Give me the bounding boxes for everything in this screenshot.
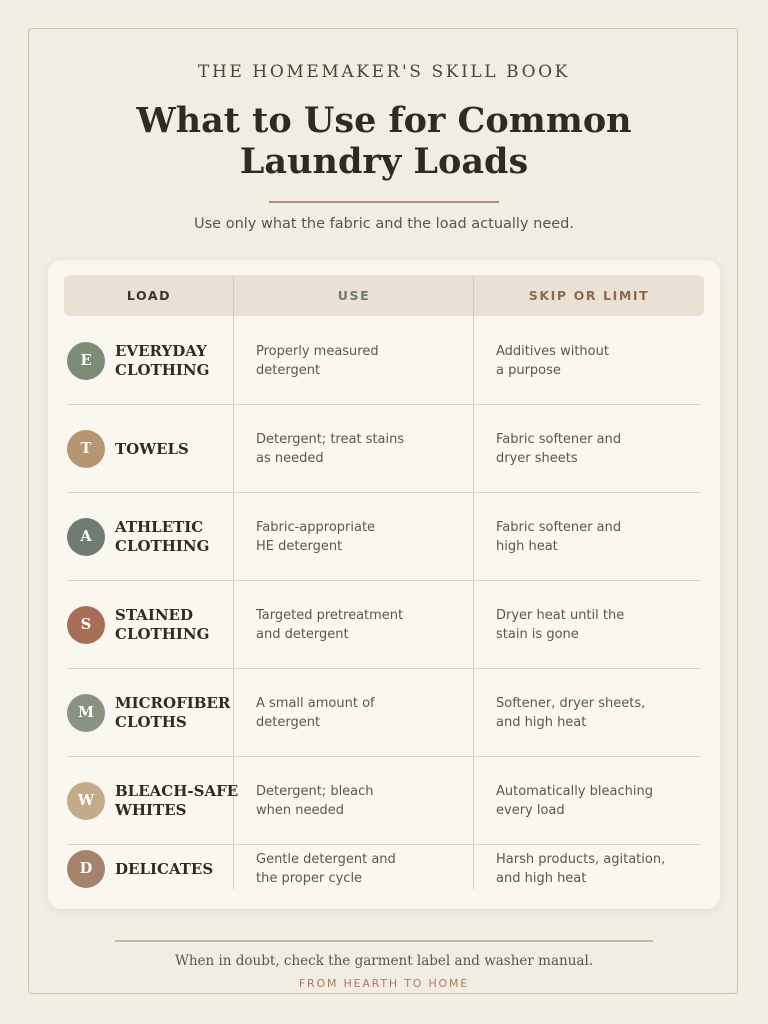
text-line: and detergent	[256, 627, 349, 642]
column-header-skip: SKIP OR LIMIT	[528, 288, 650, 303]
use-cell	[256, 518, 375, 556]
use-cell	[256, 850, 396, 888]
table-row	[67, 493, 701, 581]
title-line-2: Laundry Loads	[239, 141, 529, 182]
text-line: the proper cycle	[256, 871, 363, 886]
footer-note: When in doubt, check the garment label and washer manual.	[174, 953, 594, 969]
load-name	[115, 440, 240, 459]
load-name	[115, 694, 240, 732]
load-name	[115, 606, 240, 644]
text-line: stain is gone	[496, 627, 579, 642]
text-line: CLOTHS	[115, 713, 187, 731]
load-letter-badge: M	[67, 694, 105, 732]
text-line: Detergent; treat stains	[256, 432, 405, 447]
text-line: EVERYDAY	[115, 342, 207, 360]
load-letter-badge: W	[67, 782, 105, 820]
text-line: Additives without	[496, 344, 609, 359]
text-line: dryer sheets	[496, 451, 578, 466]
skip-cell	[496, 782, 653, 820]
text-line: WHITES	[115, 801, 187, 819]
text-line: TOWELS	[115, 439, 189, 458]
skip-cell	[496, 694, 645, 732]
text-line: Automatically bleaching	[496, 784, 654, 799]
footer-brand: FROM HEARTH TO HOME	[298, 977, 470, 990]
use-cell	[256, 342, 379, 380]
text-line: HE detergent	[256, 539, 343, 554]
table-row	[67, 317, 701, 405]
text-line: STAINED	[115, 606, 193, 624]
text-line: BLEACH-SAFE	[115, 782, 239, 800]
text-line: ATHLETIC	[115, 518, 204, 536]
text-line: Harsh products, agitation,	[496, 852, 666, 867]
text-line: and high heat	[496, 871, 587, 886]
skip-cell	[496, 606, 624, 644]
text-line: MICROFIBER	[115, 694, 231, 712]
text-line: Gentle detergent and	[256, 852, 396, 867]
text-line: Detergent; bleach	[256, 784, 374, 799]
load-name	[115, 860, 240, 879]
load-name	[115, 518, 240, 556]
text-line: Dryer heat until the	[496, 608, 625, 623]
table-row	[67, 405, 701, 493]
text-line: a purpose	[496, 363, 561, 378]
load-name	[115, 342, 240, 380]
text-line: Fabric-appropriate	[256, 520, 376, 535]
load-letter-badge: T	[67, 430, 105, 468]
skip-cell	[496, 850, 665, 888]
text-line: detergent	[256, 363, 321, 378]
text-line: detergent	[256, 715, 321, 730]
text-line: CLOTHING	[115, 361, 210, 379]
load-letter-badge: E	[67, 342, 105, 380]
table-row	[67, 581, 701, 669]
use-cell	[256, 782, 374, 820]
laundry-table-card	[48, 260, 720, 909]
text-line: A small amount of	[256, 696, 375, 711]
title-line-1: What to Use for Common	[136, 100, 632, 141]
use-cell	[256, 694, 375, 732]
text-line: CLOTHING	[115, 537, 210, 555]
column-header-use: USE	[337, 288, 371, 303]
load-name	[115, 782, 240, 820]
table-row	[67, 845, 701, 890]
use-cell	[256, 606, 403, 644]
column-header-load: LOAD	[126, 288, 172, 303]
use-cell	[256, 430, 404, 468]
text-line: Softener, dryer sheets,	[496, 696, 646, 711]
page-title	[0, 100, 768, 182]
load-letter-badge: A	[67, 518, 105, 556]
skip-cell	[496, 518, 621, 556]
page-subtitle: Use only what the fabric and the load actually need.	[194, 216, 574, 232]
footer-divider	[115, 940, 653, 942]
text-line: and high heat	[496, 715, 587, 730]
book-kicker: THE HOMEMAKER'S SKILL BOOK	[198, 62, 570, 82]
skip-cell	[496, 342, 609, 380]
load-letter-badge: D	[67, 850, 105, 888]
text-line: CLOTHING	[115, 625, 210, 643]
skip-cell	[496, 430, 621, 468]
table-row	[67, 669, 701, 757]
table-row	[67, 757, 701, 845]
title-divider	[269, 201, 499, 203]
text-line: when needed	[256, 803, 344, 818]
load-letter-badge: S	[67, 606, 105, 644]
text-line: Targeted pretreatment	[256, 608, 404, 623]
text-line: Properly measured	[256, 344, 379, 359]
text-line: DELICATES	[115, 859, 214, 878]
text-line: as needed	[256, 451, 324, 466]
text-line: Fabric softener and	[496, 432, 622, 447]
text-line: high heat	[496, 539, 558, 554]
table-header	[64, 275, 704, 316]
text-line: every load	[496, 803, 565, 818]
text-line: Fabric softener and	[496, 520, 622, 535]
